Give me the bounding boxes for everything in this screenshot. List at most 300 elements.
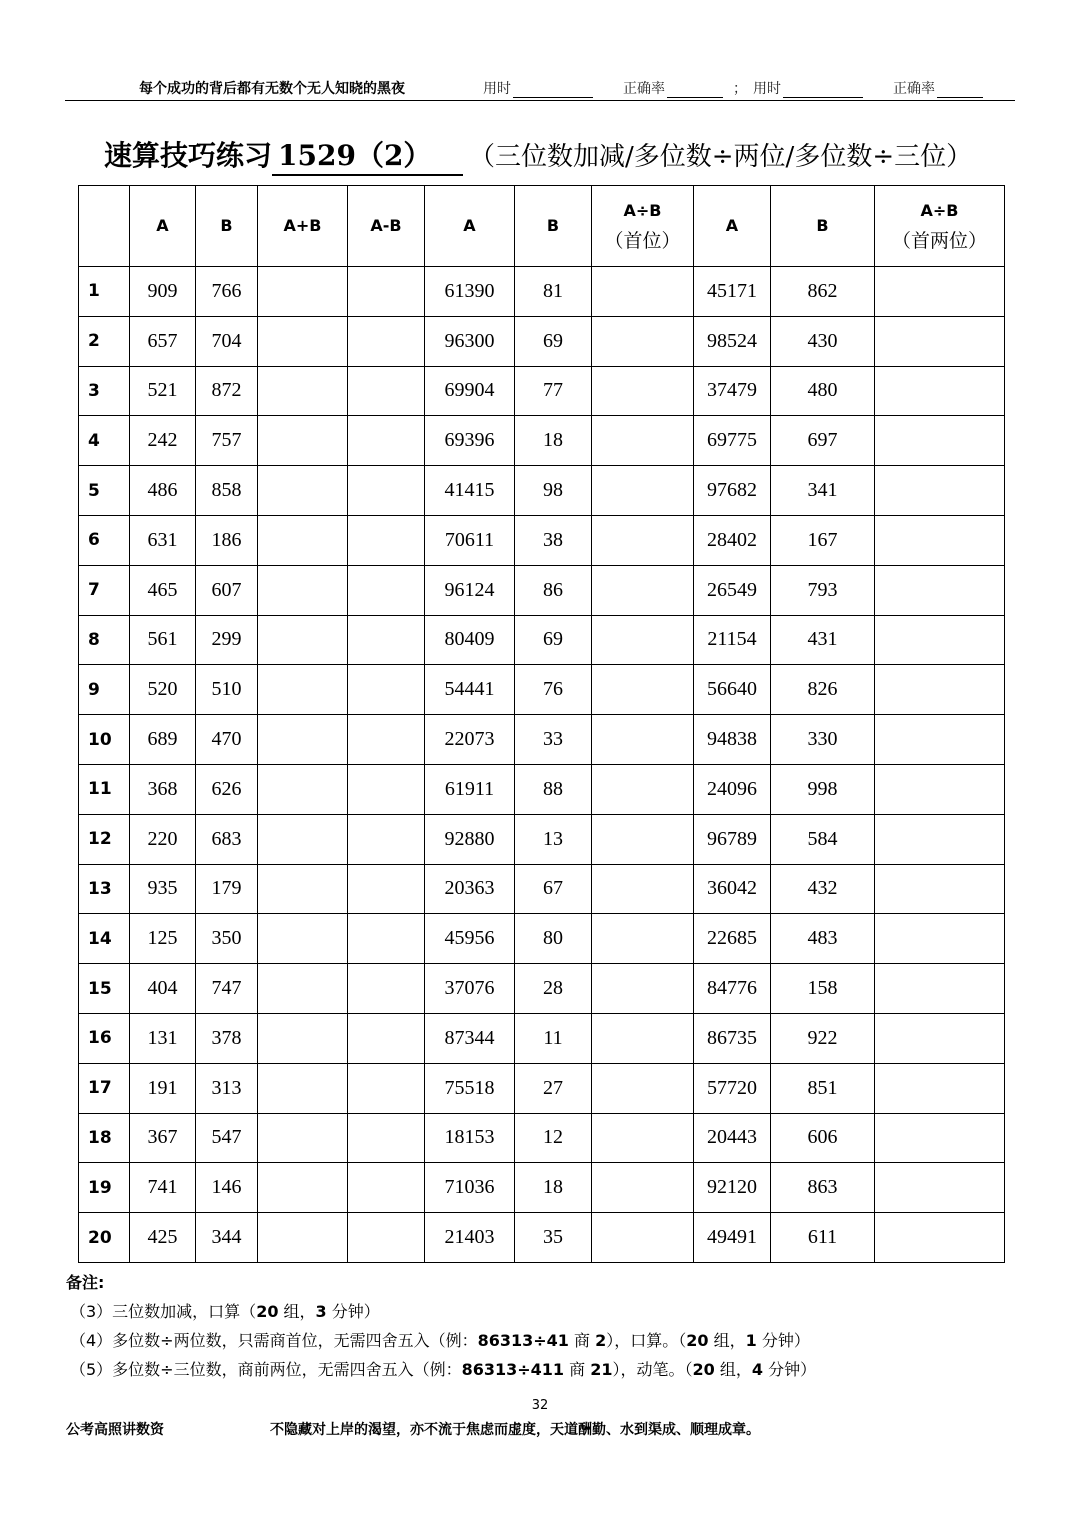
- a2-cell: 45956: [425, 914, 515, 964]
- div2-answer-cell[interactable]: [875, 1163, 1005, 1213]
- a2-cell: 71036: [425, 1163, 515, 1213]
- note-5-text: ），动笔。（: [612, 1360, 693, 1379]
- table-row: [79, 914, 1005, 964]
- a1-cell: 741: [130, 1163, 196, 1213]
- accuracy-label-2: 正确率: [893, 81, 935, 97]
- b2-cell: 69: [515, 316, 592, 366]
- b3-cell: 330: [771, 715, 875, 765]
- b1-cell: 378: [196, 1013, 258, 1063]
- b2-cell: 98: [515, 466, 592, 516]
- diff-answer-cell[interactable]: [348, 1163, 425, 1213]
- diff-answer-cell[interactable]: [348, 615, 425, 665]
- diff-answer-cell[interactable]: [348, 665, 425, 715]
- row-index-cell: 16: [79, 1013, 130, 1063]
- b1-cell: 626: [196, 764, 258, 814]
- header-b2: B: [515, 186, 592, 267]
- table-row: [79, 665, 1005, 715]
- sum-answer-cell[interactable]: [258, 715, 348, 765]
- row-index-cell: 15: [79, 964, 130, 1014]
- note-4-minutes: 1: [745, 1331, 757, 1350]
- table-row: [79, 864, 1005, 914]
- div2-answer-cell[interactable]: [875, 615, 1005, 665]
- a3-cell: 26549: [694, 565, 771, 615]
- div1-answer-cell[interactable]: [592, 814, 694, 864]
- b1-cell: 766: [196, 267, 258, 317]
- div2-answer-cell[interactable]: [875, 1113, 1005, 1163]
- diff-answer-cell[interactable]: [348, 1063, 425, 1113]
- div2-answer-cell[interactable]: [875, 565, 1005, 615]
- div1-answer-cell[interactable]: [592, 1213, 694, 1263]
- div2-answer-cell[interactable]: [875, 764, 1005, 814]
- diff-answer-cell[interactable]: [348, 914, 425, 964]
- a3-cell: 96789: [694, 814, 771, 864]
- div2-answer-cell[interactable]: [875, 316, 1005, 366]
- a3-cell: 20443: [694, 1113, 771, 1163]
- row-index-cell: 1: [79, 267, 130, 317]
- b1-cell: 858: [196, 466, 258, 516]
- page-title: [104, 134, 972, 176]
- note-3-text: （3）三位数加减，口算（: [70, 1302, 257, 1321]
- header-div2: [875, 186, 1005, 267]
- table-row: [79, 316, 1005, 366]
- b1-cell: 350: [196, 914, 258, 964]
- a1-cell: 935: [130, 864, 196, 914]
- note-5-text: 分钟）: [763, 1360, 817, 1379]
- row-index-cell: 4: [79, 416, 130, 466]
- note-5: [66, 1355, 816, 1384]
- a3-cell: 57720: [694, 1063, 771, 1113]
- div1-answer-cell[interactable]: [592, 515, 694, 565]
- table-body: [79, 267, 1005, 1263]
- div2-answer-cell[interactable]: [875, 466, 1005, 516]
- table-row: [79, 1163, 1005, 1213]
- a2-cell: 41415: [425, 466, 515, 516]
- diff-answer-cell[interactable]: [348, 1013, 425, 1063]
- diff-answer-cell[interactable]: [348, 466, 425, 516]
- a1-cell: 631: [130, 515, 196, 565]
- footer-left: 公考高照讲数资: [66, 1422, 164, 1438]
- sum-answer-cell[interactable]: [258, 814, 348, 864]
- a2-cell: 20363: [425, 864, 515, 914]
- div1-answer-cell[interactable]: [592, 914, 694, 964]
- time-blank-2[interactable]: [783, 83, 863, 98]
- b3-cell: 584: [771, 814, 875, 864]
- table-row: [79, 466, 1005, 516]
- table-row: [79, 615, 1005, 665]
- row-index-cell: 8: [79, 615, 130, 665]
- div1-answer-cell[interactable]: [592, 764, 694, 814]
- b1-cell: 313: [196, 1063, 258, 1113]
- b1-cell: 704: [196, 316, 258, 366]
- a2-cell: 61390: [425, 267, 515, 317]
- diff-answer-cell[interactable]: [348, 1213, 425, 1263]
- b3-cell: 341: [771, 466, 875, 516]
- a1-cell: 657: [130, 316, 196, 366]
- page-number: 32: [531, 1398, 549, 1413]
- header-motto: 每个成功的背后都有无数个无人知晓的黑夜: [139, 81, 405, 97]
- row-index-cell: 13: [79, 864, 130, 914]
- b2-cell: 81: [515, 267, 592, 317]
- table-row: [79, 814, 1005, 864]
- header-a1: A: [130, 186, 196, 267]
- sum-answer-cell[interactable]: [258, 515, 348, 565]
- b2-cell: 27: [515, 1063, 592, 1113]
- note-5-groups: 20: [692, 1360, 715, 1379]
- header-b3: B: [771, 186, 875, 267]
- header-b1: B: [196, 186, 258, 267]
- row-index-cell: 19: [79, 1163, 130, 1213]
- diff-answer-cell[interactable]: [348, 1113, 425, 1163]
- b2-cell: 18: [515, 1163, 592, 1213]
- b3-cell: 793: [771, 565, 875, 615]
- practice-table: [78, 185, 1005, 1263]
- b3-cell: 480: [771, 366, 875, 416]
- div1-answer-cell[interactable]: [592, 267, 694, 317]
- b1-cell: 747: [196, 964, 258, 1014]
- table-row: [79, 565, 1005, 615]
- a1-cell: 486: [130, 466, 196, 516]
- b1-cell: 607: [196, 565, 258, 615]
- a1-cell: 689: [130, 715, 196, 765]
- row-index-cell: 9: [79, 665, 130, 715]
- row-index-cell: 7: [79, 565, 130, 615]
- table-header-row: [79, 186, 1005, 267]
- accuracy-blank-2[interactable]: [937, 83, 983, 98]
- div1-answer-cell[interactable]: [592, 964, 694, 1014]
- note-4-text: （4）多位数÷两位数，只需商首位，无需四舍五入（例：: [70, 1331, 478, 1350]
- header-div2-sub: （首两位）: [891, 230, 987, 252]
- div2-answer-cell[interactable]: [875, 715, 1005, 765]
- a3-cell: 22685: [694, 914, 771, 964]
- note-5-text: 组，: [714, 1360, 752, 1379]
- table-row: [79, 1063, 1005, 1113]
- a2-cell: 70611: [425, 515, 515, 565]
- note-4-groups: 20: [686, 1331, 709, 1350]
- b3-cell: 862: [771, 267, 875, 317]
- row-index-cell: 20: [79, 1213, 130, 1263]
- b3-cell: 611: [771, 1213, 875, 1263]
- note-3-text: 组，: [278, 1302, 316, 1321]
- note-3-minutes: 3: [315, 1302, 327, 1321]
- title-number: 1529（2）: [272, 134, 463, 176]
- sum-answer-cell[interactable]: [258, 565, 348, 615]
- b3-cell: 158: [771, 964, 875, 1014]
- div2-answer-cell[interactable]: [875, 964, 1005, 1014]
- header-separator: ；: [733, 81, 747, 97]
- a2-cell: 96300: [425, 316, 515, 366]
- b3-cell: 430: [771, 316, 875, 366]
- div1-answer-cell[interactable]: [592, 864, 694, 914]
- sum-answer-cell[interactable]: [258, 864, 348, 914]
- note-5-quotient: 21: [590, 1360, 613, 1379]
- a3-cell: 69775: [694, 416, 771, 466]
- header-sum: A+B: [258, 186, 348, 267]
- div2-answer-cell[interactable]: [875, 416, 1005, 466]
- a2-cell: 87344: [425, 1013, 515, 1063]
- div2-answer-cell[interactable]: [875, 1063, 1005, 1113]
- row-index-cell: 3: [79, 366, 130, 416]
- table-row: [79, 1113, 1005, 1163]
- row-index-cell: 11: [79, 764, 130, 814]
- sum-answer-cell[interactable]: [258, 914, 348, 964]
- div2-answer-cell[interactable]: [875, 914, 1005, 964]
- div2-answer-cell[interactable]: [875, 1213, 1005, 1263]
- b1-cell: 757: [196, 416, 258, 466]
- diff-answer-cell[interactable]: [348, 565, 425, 615]
- sum-answer-cell[interactable]: [258, 416, 348, 466]
- title-subtitle: （三位数加减/多位数÷两位/多位数÷三位）: [469, 142, 973, 172]
- b3-cell: 826: [771, 665, 875, 715]
- note-3: [66, 1297, 816, 1326]
- row-index-cell: 2: [79, 316, 130, 366]
- notes-section: [66, 1268, 816, 1384]
- b3-cell: 922: [771, 1013, 875, 1063]
- b3-cell: 483: [771, 914, 875, 964]
- sum-answer-cell[interactable]: [258, 366, 348, 416]
- div2-answer-cell[interactable]: [875, 515, 1005, 565]
- note-4-text: 分钟）: [756, 1331, 810, 1350]
- div1-answer-cell[interactable]: [592, 366, 694, 416]
- table-row: [79, 715, 1005, 765]
- div2-answer-cell[interactable]: [875, 366, 1005, 416]
- note-3-groups: 20: [256, 1302, 279, 1321]
- diff-answer-cell[interactable]: [348, 316, 425, 366]
- a1-cell: 220: [130, 814, 196, 864]
- a2-cell: 96124: [425, 565, 515, 615]
- page-header: [65, 76, 1015, 101]
- table-row: [79, 764, 1005, 814]
- b1-cell: 146: [196, 1163, 258, 1213]
- footer-motto: 不隐藏对上岸的渴望，亦不流于焦虑而虚度，天道酬勤、水到渠成、顺理成章。: [270, 1422, 760, 1438]
- header-div1-sub: （首位）: [604, 230, 681, 252]
- a2-cell: 69396: [425, 416, 515, 466]
- a2-cell: 61911: [425, 764, 515, 814]
- div1-answer-cell[interactable]: [592, 1163, 694, 1213]
- a2-cell: 21403: [425, 1213, 515, 1263]
- b1-cell: 299: [196, 615, 258, 665]
- div2-answer-cell[interactable]: [875, 267, 1005, 317]
- row-index-cell: 18: [79, 1113, 130, 1163]
- note-5-minutes: 4: [751, 1360, 764, 1379]
- diff-answer-cell[interactable]: [348, 515, 425, 565]
- diff-answer-cell[interactable]: [348, 864, 425, 914]
- b2-cell: 88: [515, 764, 592, 814]
- a2-cell: 54441: [425, 665, 515, 715]
- note-5-text: 商: [564, 1360, 591, 1379]
- a1-cell: 465: [130, 565, 196, 615]
- a1-cell: 125: [130, 914, 196, 964]
- a2-cell: 22073: [425, 715, 515, 765]
- a1-cell: 561: [130, 615, 196, 665]
- diff-answer-cell[interactable]: [348, 964, 425, 1014]
- sum-answer-cell[interactable]: [258, 1113, 348, 1163]
- b3-cell: 167: [771, 515, 875, 565]
- time-field-1[interactable]: [483, 78, 593, 98]
- sum-answer-cell[interactable]: [258, 764, 348, 814]
- div1-answer-cell[interactable]: [592, 1063, 694, 1113]
- div2-answer-cell[interactable]: [875, 814, 1005, 864]
- diff-answer-cell[interactable]: [348, 764, 425, 814]
- header-div1: [592, 186, 694, 267]
- accuracy-field-2[interactable]: [893, 78, 983, 98]
- header-div2-label: A÷B: [920, 201, 959, 220]
- sum-answer-cell[interactable]: [258, 316, 348, 366]
- b2-cell: 28: [515, 964, 592, 1014]
- b2-cell: 76: [515, 665, 592, 715]
- sum-answer-cell[interactable]: [258, 964, 348, 1014]
- b1-cell: 872: [196, 366, 258, 416]
- a2-cell: 69904: [425, 366, 515, 416]
- note-4-text: 组，: [708, 1331, 746, 1350]
- sum-answer-cell[interactable]: [258, 1013, 348, 1063]
- accuracy-label-1: 正确率: [623, 81, 665, 97]
- b1-cell: 683: [196, 814, 258, 864]
- time-label-2: 用时: [753, 81, 781, 97]
- b3-cell: 431: [771, 615, 875, 665]
- a1-cell: 521: [130, 366, 196, 416]
- b1-cell: 470: [196, 715, 258, 765]
- div1-answer-cell[interactable]: [592, 715, 694, 765]
- a1-cell: 404: [130, 964, 196, 1014]
- a2-cell: 92880: [425, 814, 515, 864]
- b2-cell: 12: [515, 1113, 592, 1163]
- header-a3: A: [694, 186, 771, 267]
- note-4-quotient: 2: [595, 1331, 607, 1350]
- div1-answer-cell[interactable]: [592, 1113, 694, 1163]
- header-diff: A-B: [348, 186, 425, 267]
- diff-answer-cell[interactable]: [348, 267, 425, 317]
- accuracy-field-1[interactable]: [623, 78, 723, 98]
- diff-answer-cell[interactable]: [348, 715, 425, 765]
- a3-cell: 24096: [694, 764, 771, 814]
- a2-cell: 37076: [425, 964, 515, 1014]
- a1-cell: 367: [130, 1113, 196, 1163]
- note-4: [66, 1326, 816, 1355]
- header-index: [79, 186, 130, 267]
- b3-cell: 998: [771, 764, 875, 814]
- row-index-cell: 5: [79, 466, 130, 516]
- a3-cell: 84776: [694, 964, 771, 1014]
- a3-cell: 45171: [694, 267, 771, 317]
- b2-cell: 13: [515, 814, 592, 864]
- row-index-cell: 17: [79, 1063, 130, 1113]
- notes-title: 备注:: [66, 1273, 105, 1292]
- table-row: [79, 1213, 1005, 1263]
- div1-answer-cell[interactable]: [592, 665, 694, 715]
- div1-answer-cell[interactable]: [592, 416, 694, 466]
- row-index-cell: 12: [79, 814, 130, 864]
- diff-answer-cell[interactable]: [348, 366, 425, 416]
- div2-answer-cell[interactable]: [875, 864, 1005, 914]
- sum-answer-cell[interactable]: [258, 615, 348, 665]
- b1-cell: 179: [196, 864, 258, 914]
- div1-answer-cell[interactable]: [592, 1013, 694, 1063]
- b2-cell: 80: [515, 914, 592, 964]
- title-main: 速算技巧练习: [104, 139, 273, 172]
- b3-cell: 606: [771, 1113, 875, 1163]
- div1-answer-cell[interactable]: [592, 565, 694, 615]
- diff-answer-cell[interactable]: [348, 416, 425, 466]
- row-index-cell: 6: [79, 515, 130, 565]
- b1-cell: 344: [196, 1213, 258, 1263]
- sum-answer-cell[interactable]: [258, 665, 348, 715]
- a1-cell: 520: [130, 665, 196, 715]
- a3-cell: 21154: [694, 615, 771, 665]
- header-div1-label: A÷B: [623, 201, 662, 220]
- a3-cell: 37479: [694, 366, 771, 416]
- sum-answer-cell[interactable]: [258, 1213, 348, 1263]
- sum-answer-cell[interactable]: [258, 1163, 348, 1213]
- table-row: [79, 1013, 1005, 1063]
- table-row: [79, 416, 1005, 466]
- note-3-text: 分钟）: [326, 1302, 380, 1321]
- a3-cell: 97682: [694, 466, 771, 516]
- table-row: [79, 267, 1005, 317]
- b2-cell: 35: [515, 1213, 592, 1263]
- time-field-2[interactable]: [753, 78, 863, 98]
- b3-cell: 851: [771, 1063, 875, 1113]
- a3-cell: 94838: [694, 715, 771, 765]
- b2-cell: 67: [515, 864, 592, 914]
- div1-answer-cell[interactable]: [592, 615, 694, 665]
- a3-cell: 92120: [694, 1163, 771, 1213]
- header-a2: A: [425, 186, 515, 267]
- a3-cell: 56640: [694, 665, 771, 715]
- accuracy-blank-1[interactable]: [667, 83, 723, 98]
- b2-cell: 38: [515, 515, 592, 565]
- table-row: [79, 964, 1005, 1014]
- div1-answer-cell[interactable]: [592, 316, 694, 366]
- row-index-cell: 10: [79, 715, 130, 765]
- b1-cell: 547: [196, 1113, 258, 1163]
- b2-cell: 18: [515, 416, 592, 466]
- note-4-example: 86313÷41: [477, 1331, 569, 1350]
- note-4-text: 商: [568, 1331, 596, 1350]
- a1-cell: 909: [130, 267, 196, 317]
- a3-cell: 98524: [694, 316, 771, 366]
- div2-answer-cell[interactable]: [875, 665, 1005, 715]
- a3-cell: 49491: [694, 1213, 771, 1263]
- a2-cell: 75518: [425, 1063, 515, 1113]
- div2-answer-cell[interactable]: [875, 1013, 1005, 1063]
- b3-cell: 863: [771, 1163, 875, 1213]
- table-row: [79, 515, 1005, 565]
- b2-cell: 11: [515, 1013, 592, 1063]
- note-5-text: （5）多位数÷三位数，商前两位，无需四舍五入（例：: [70, 1360, 462, 1379]
- a3-cell: 86735: [694, 1013, 771, 1063]
- diff-answer-cell[interactable]: [348, 814, 425, 864]
- time-blank-1[interactable]: [513, 83, 593, 98]
- row-index-cell: 14: [79, 914, 130, 964]
- table-row: [79, 366, 1005, 416]
- b3-cell: 432: [771, 864, 875, 914]
- b2-cell: 86: [515, 565, 592, 615]
- b1-cell: 510: [196, 665, 258, 715]
- b1-cell: 186: [196, 515, 258, 565]
- time-label-1: 用时: [483, 81, 511, 97]
- a1-cell: 425: [130, 1213, 196, 1263]
- a3-cell: 28402: [694, 515, 771, 565]
- sum-answer-cell[interactable]: [258, 1063, 348, 1113]
- a1-cell: 191: [130, 1063, 196, 1113]
- a2-cell: 18153: [425, 1113, 515, 1163]
- sum-answer-cell[interactable]: [258, 466, 348, 516]
- sum-answer-cell[interactable]: [258, 267, 348, 317]
- b2-cell: 77: [515, 366, 592, 416]
- a3-cell: 36042: [694, 864, 771, 914]
- a1-cell: 368: [130, 764, 196, 814]
- div1-answer-cell[interactable]: [592, 466, 694, 516]
